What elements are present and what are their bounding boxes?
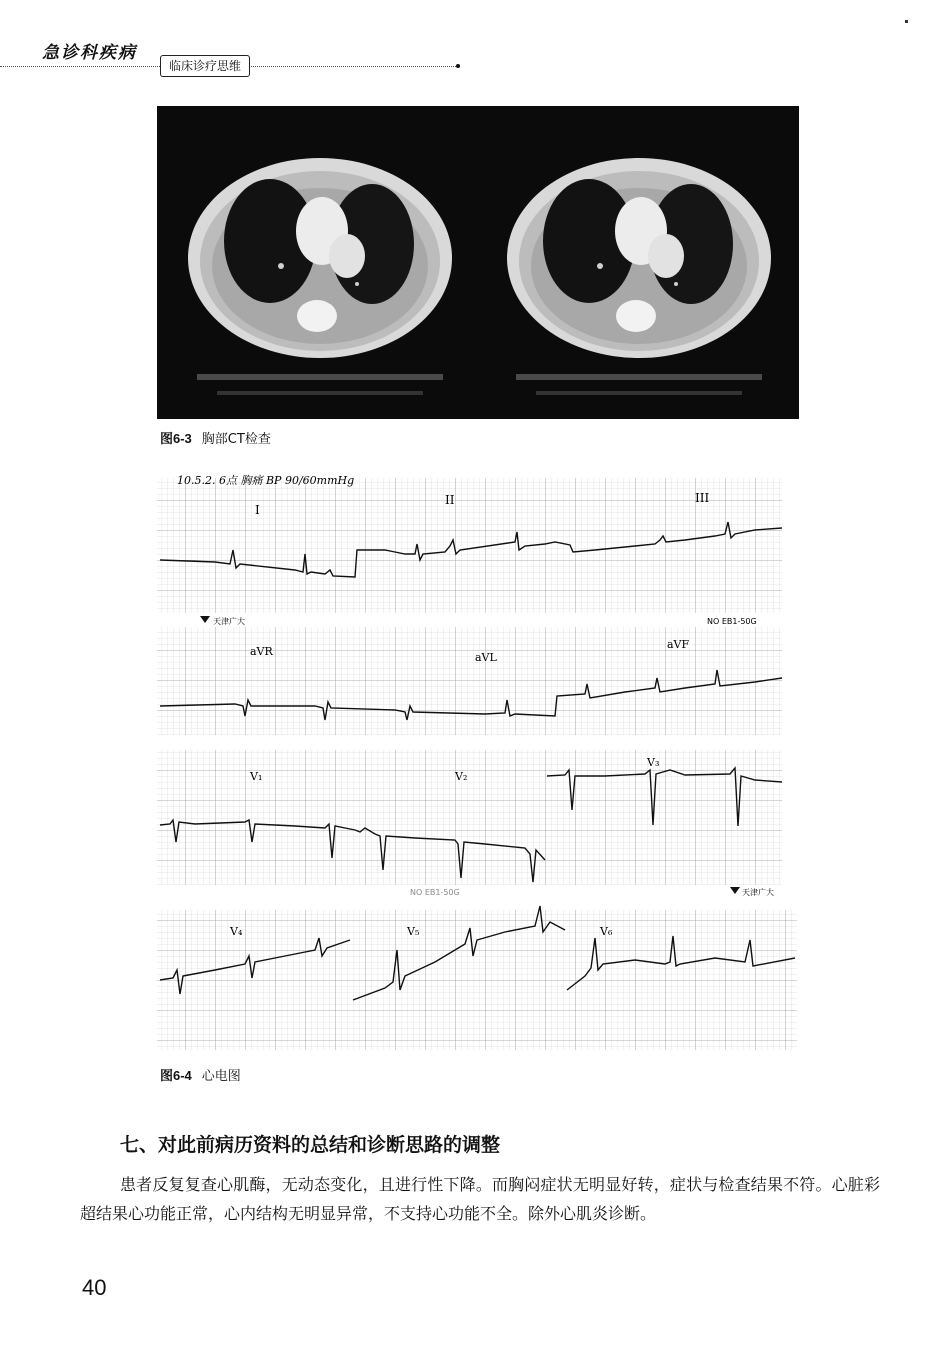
corner-mark bbox=[905, 20, 908, 23]
header-rule-end-dot bbox=[456, 64, 460, 68]
ct-caption-text: 胸部CT检查 bbox=[201, 432, 271, 447]
ecg-caption-text: 心电图 bbox=[201, 1069, 241, 1084]
ecg-strip-limb-1 bbox=[157, 474, 782, 626]
ct-caption-number: 图6-3 bbox=[160, 431, 192, 446]
ecg-figure-caption bbox=[160, 1065, 241, 1084]
lead-label: I bbox=[255, 503, 260, 517]
ecg-strip-limb-2 bbox=[157, 627, 782, 735]
section-paragraph: 患者反复复查心肌酶，无动态变化，且进行性下降。而胸闷症状无明显好转，症状与检查结果不符。心脏彩超结果心功能正常，心内结构无明显异常，不支持心功能不全。除外心肌炎诊断。 bbox=[80, 1175, 880, 1223]
lead-label: V₃ bbox=[647, 756, 660, 769]
lead-label: V₅ bbox=[407, 925, 420, 938]
ecg-strip-chest-1 bbox=[157, 750, 782, 897]
section-heading: 七、对此前病历资料的总结和诊断思路的调整 bbox=[120, 1134, 501, 1156]
ecg-paper-code: NO EB1-50G bbox=[410, 888, 460, 897]
lead-label: V₄ bbox=[230, 925, 243, 938]
ecg-strip-chest-2 bbox=[157, 906, 797, 1050]
series-label: 临床诊疗思维 bbox=[160, 55, 250, 77]
lead-label: V₁ bbox=[250, 770, 263, 783]
lead-label: V₂ bbox=[455, 770, 468, 783]
page-number: 40 bbox=[82, 1275, 107, 1300]
ct-figure-caption bbox=[160, 428, 271, 447]
book-title: 急诊科疾病 bbox=[42, 43, 137, 63]
ecg-stamp-brand: 天津广大 bbox=[742, 888, 774, 897]
lead-label: aVL bbox=[475, 651, 497, 664]
ecg-caption-number: 图6-4 bbox=[160, 1068, 192, 1083]
lead-label: aVR bbox=[250, 645, 273, 658]
ecg-paper-code: NO EB1-50G bbox=[707, 617, 757, 626]
ecg-figure bbox=[155, 470, 800, 1055]
lead-label: III bbox=[695, 491, 710, 505]
ecg-handwritten-note: 10.5.2. 6点 胸痛 BP 90/60mmHg bbox=[177, 474, 355, 487]
lead-label: aVF bbox=[667, 638, 690, 651]
chest-ct-figure bbox=[157, 106, 799, 419]
lead-label: II bbox=[445, 493, 455, 507]
lead-label: V₆ bbox=[600, 925, 613, 938]
ecg-stamp-brand: 天津广大 bbox=[213, 617, 245, 626]
